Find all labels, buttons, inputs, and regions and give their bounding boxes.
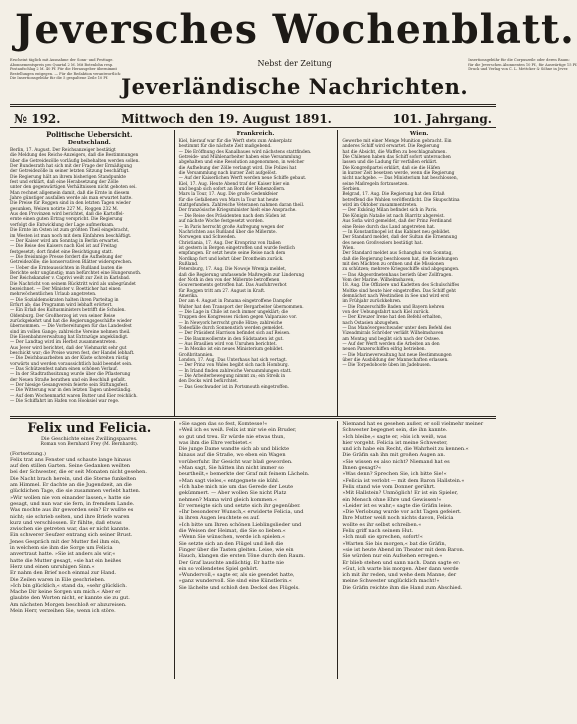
article-line: neuen Panzerschiffen eifrig betrieben. [342,347,426,353]
feuilleton-line: meine Schwester unglücklich macht!« [342,578,440,585]
feuilleton-line: Mache Dir keine Sorgen um mich.« Aber er [10,589,121,596]
article-line: — Das Schützenfest nahm einen schönen Verlauf. [10,367,118,373]
article-line: Walter hat den Transport der Bergarbeiter übernommen. [178,304,304,310]
article-line: — Auf dem Wochenmarkt waren Butter und Eier reichlich. [10,393,138,399]
secondary-title: Jeverländische Nachrichten. [121,74,469,99]
feuilleton-column [10,421,169,679]
article-line: — Der Prinz von Wales begibt sich nach Homburg. [178,363,290,369]
article-line: lassen und die Ladung für verfallen erklärt. [342,160,438,166]
article-line: betreffend die Wahlen veröffentlicht. Die Skupschtina [342,197,460,203]
feuilleton-line: »Ich muß sie sprechen, sofort!« [342,534,423,541]
article-line: festgesetzt; dort findet eine Besichtigung statt. [10,249,114,255]
lower-middle-column [174,421,333,679]
feuilleton-line: Er verneigte sich und setzte sich ihr gegenüber. [178,502,301,509]
feuilleton-line: hier vorgeht. Felicia ist meine Schwester, [342,439,448,446]
right-notice [468,58,577,72]
feuilleton-subtitle: Die Geschichte eines Zwillingspaares. [41,436,138,442]
article-line: — Die Schiffahrt im Hafen von Hooksiel war rege. [10,399,120,405]
feuilleton-line: »ganz wundervoll. Sie sind eine Künstlerin.« [178,578,292,585]
feuilleton-line: Schwester begegnet sein, die ihn kannte. [342,427,448,434]
feuilleton-line: Er nahm den Brief noch einmal zur Hand. [10,570,117,577]
dateline [10,110,496,127]
feuilleton-line: in welchem sie ihm die Sorge um Felicia [10,545,113,552]
article-line: — Auf der Werft werden die Arbeiten an den [342,342,440,348]
feuilleton-line: »Die Verlobung wurde vor acht Tagen gefeiert. [342,509,462,516]
article-line: nach Ostasien abzugehen. [342,320,400,326]
feuilleton-line: Am nächsten Morgen beschloß er abzureisen. [10,601,127,608]
article-line: Großbritannien. [178,352,214,358]
feuilleton-line: ein so vollendetes Spiel gehört. [178,565,259,572]
news-column-1 [10,130,169,416]
feuilleton-line: so gut und treu. Er würde nie etwas thun, [178,433,286,440]
lower-columns [10,421,496,679]
article-line: zu schützen; mehrere Kriegsschiffe sind abgegangen. [342,267,460,273]
article-line: wird im Oktober zusammentreten. [342,203,418,209]
feuilleton-line: Sie setzte sich an den Flügel und ließ die [178,540,284,547]
feuilleton-line: »Ich bitte um Ihren schönen Lieblingslieder und [178,521,302,528]
feuilleton-title: Felix und Felicia. [27,421,152,436]
feuilleton-line: Hauch, klangen die ersten Töne durch den Raum. [178,553,305,560]
article-line: fest und erklärt, daß eine Herabsetzung der Zölle [10,180,119,186]
feuilleton-line: glücklichen Tage, die sie zusammen verlebt hatten. [10,488,141,495]
feuilleton-line: »Ich bleibe,« sagte er, »bis ich weiß, was [342,433,447,440]
article-line: daß die Regierung umfassende Maßregeln zur Linderung [178,272,305,278]
article-line: Die Preise für Roggen sind in den letzten Tagen wieder [10,201,131,207]
left-notice-line: Abonnementspreis pro Quartal 2 M. Mit Botenlohn resp. [10,62,114,67]
article-line: — Die Deichbauarbeiten an der Küste schreiten rüstig [10,356,129,362]
article-line: demnächst nach Westindien in See und wird erst [342,293,450,299]
feuilleton-line: hinaus auf die Straße, wo eben ein Wagen [178,452,286,459]
nebst-label: Nebst der Zeitung [257,59,332,68]
article-line: daß die Regierung beschlossen hat, die Beziehungen [342,256,458,262]
right-notice-line: Insertionsgebühr für die Corpuszeile oder deren Raum: [468,58,570,62]
article-line: der Neuen Straße berathen und ein Beschluß gefaßt. [10,377,127,383]
feuilleton-line: in ihren Augen leuchtete es auf. [178,515,260,522]
article-line: — In Newyork herrscht große Hitze; zahlreiche [178,320,283,326]
feuilleton-line: »sie ist heute Abend im Theater mit dem Baron. [342,546,465,553]
article-line: London, 17. Aug. Das Unterhaus hat sich vertagt. [178,358,287,364]
feuilleton-line: Niemand hat es gesehen außer, er soll vielmehr meiner [342,421,484,427]
article-line: — Auf der Kaiserlichen Werft werden neue Schiffe gebaut. [178,176,307,182]
article-line: — Die Reise des Präsidenten nach dem Süden ist [178,213,286,219]
article-line: — Die Witterung war in den letzten Tagen unbeständig. [10,388,132,394]
news-column-3 [337,130,496,416]
news-column-2 [174,130,333,416]
article-line: am Montag und begibt sich nach der Ostsee. [342,336,441,342]
column-subheading: Frankreich. [236,131,275,137]
feuilleton-line: nehmen? Mama wird gleich kommen.« [178,496,278,503]
left-notice [10,58,121,81]
feuilleton-line: Felix griff nach seinem Hut. [342,528,414,535]
feuilleton-line: Sie lächelte und schloß den Deckel des Flügels. [178,584,300,591]
article-line: Der am 4. August in Panama eingetroffene Dampfer [178,299,292,305]
feuilleton-line: »Sie sagen das so fest, Komtesse!« [178,421,268,427]
feuilleton-line: gekümmert. — Aber wollen Sie nicht Platz [178,490,287,497]
feuilleton-line: die Weisen der Heimat, die Sie so lieben.« [178,528,286,535]
feuilleton-line: Die Nacht brach herein, und die Sterne funkelten [10,475,137,482]
article-line: — Das Manövergeschwader unter dem Befehl des [342,326,452,332]
feuilleton-line: beurtheilt,« bemerkte der Graf mit feinem Lächeln. [178,471,310,478]
article-line: Petersburg, 17. Aug. Die Nowoje Wremja meldet, [178,267,287,273]
article-line: — Die Sozialdemokraten halten ihren Parteitag in [10,297,119,303]
feuilleton-line: »Sie wissen es also nicht? Niemand hat es [342,458,450,465]
article-line: — Die Reise des Kaisers nach Kiel ist auf Freitag [10,244,117,250]
article-line: der Getreidezölle in seiner letzten Sitzung beschäftigt. [10,169,130,175]
feuilleton-line: Jenes Gespräch mit der Mutter fiel ihm ein, [10,538,121,545]
feuilleton-line: »Man sagt, Sie hätten ihn nicht immer so [178,465,284,472]
article-line: — In Konstantinopel ist das Kabinet neu gebildet. [342,229,451,235]
left-notice-line: Bestellungen entgegen. — Für die Redaktion verantwortlich: [10,71,122,76]
feuilleton-line: bei der Schwester, die er seit Monaten nicht gesehen. [10,469,147,476]
article-line: Der Standard meldet, daß der Sultan die Ernennung [342,235,458,241]
article-line: sind im vollen Gange; zahlreiche Vereine nehmen theil. [10,329,131,335]
article-line: Der französische Kriegsminister hielt eine Ansprache. [178,208,297,214]
article-line: Gouvernements getroffen hat. Das Ausfuhrverbot [178,283,287,289]
feuilleton-line: Der Graf lauschte andächtig. Er hatte nie [178,559,284,566]
subhead-center [121,58,468,99]
left-notice-line: Erscheint täglich mit Ausnahme der Sonn- und Festtage. [10,58,114,62]
feuilleton-line: Die Gräfin reichte ihm die Hand zum Abschied. [342,584,463,591]
feuilleton-line: Er blieb stehen und sann nach. Dann sagte er: [342,559,461,566]
article-line: — Ein Erlaß des Kultusministers betrifft die Schulen. [10,308,126,314]
article-line: die Aufhebung der Zölle verlangt wird. Die Polizei hat [178,165,297,171]
feuilleton-line: wollte es ihr selbst schreiben.« [342,521,422,528]
article-line: Aus den Provinzen wird berichtet, daß die Kartoffel- [10,212,124,218]
article-line: — Die Eröffnung des Kanalbaues wird nächstens stattfinden. [178,149,312,155]
article-line: Erfurt ab; das Programm wird lebhaft erörtert. [10,302,113,308]
article-line: — Der Kreuzer Irene hat den Befehl erhalten, [342,315,443,321]
article-line: Nordkap fort und kehrt über Drontheim zurück. [178,256,284,262]
feuilleton-line: auf den stillen Garten. Seine Gedanken weilten [10,463,131,470]
feuilleton-line: nicht; sie schrieb selten, und ihre Briefe waren [10,513,130,520]
article-line: die Versammlung nach kurzer Zeit aufgelöst. [178,171,277,177]
article-line: — Die freisinnige Presse fordert die Aufhebung der [10,254,123,260]
article-line: mit den Mächten zu ordnen und die Missionen [342,261,444,267]
feuilleton-line: was ihm die Ehre verbietet.« [178,439,252,446]
feuilleton-line: und ich habe ein Recht, die Wahrheit zu kennen.« [342,446,469,453]
feuilleton-line: Felix stand wie vom Donner gerührt. [342,483,436,490]
article-line: — In Paris herrscht große Aufregung wegen der [178,224,284,230]
article-line: die Meldung des Reichs-Anzeigers, daß die Bestimmungen [10,153,139,159]
feuilleton-author: Roman von Bernhard Frey (M. Bernhardt). [40,442,139,448]
article-line: Amerika. [178,293,199,299]
feuilleton-line: Herz und einen unruhigen Sinn.« [10,563,95,570]
article-line: anderes Schiff wird erwartet. Die Regierung [342,144,440,150]
feuilleton-line: »Warten Sie bis morgen,« bat die Gräfin, [342,540,447,547]
article-line: Der Standard meldet aus Schanghai vom Sonntag, [342,251,453,257]
article-line: Gewerbe mit einer Menge Munition gebracht. Ein [342,139,452,144]
article-line: — Die Arbeiterbewegung nimmt zu; ein Streik in [178,374,286,380]
article-line: ernte einen guten Ertrag verspricht. Die Regierung [10,217,123,223]
feuilleton-line: Finger über die Tasten gleiten. Leise, wie ein [178,546,294,553]
column-subheading: Wien. [409,131,429,137]
article-line: Mars la Tour, 17. Aug. Die große Gedenkfeier [178,192,278,198]
article-line: für die Gefallenen von Mars la Tour hat heute [178,197,279,203]
feuilleton-line: »Man sagt vieles,« entgegnete sie kühl. [178,477,280,484]
article-line: Todesfälle durch Sonnenstich werden gemeldet. [178,326,284,332]
article-line: Christiania, 17. Aug. Der Kronprinz von Italien [178,240,281,246]
article-line: — Die Baumwollernte in den Südstaaten ist gut. [178,336,284,342]
feuilleton-line: »Wundervoll,« sagte er, als sie geendet hatte, [178,572,295,579]
feuilleton-line: anvertraut hatte. »Sie ist anders als wir,« [10,551,116,558]
article-line: seine Maßregeln fortzusetzen. [342,181,409,187]
article-line: in kurzer Zeit besetzen werde, wenn die Regierung [342,171,455,177]
feuilleton-line: »Wenn Sie wünschen, werde ich spielen.« [178,534,286,541]
article-line: Die Königin Natalie ist nach Biarritz abgereist. [342,213,445,219]
article-line: Der Bundesrath hat sich mit der Frage der Ermäßigung [10,164,132,170]
article-line: — Der Präsident Harrison befindet sich auf Reisen. [178,331,291,337]
feuilleton-rule [10,416,496,419]
article-line: Aus Jever wird berichtet, daß der Viehmarkt sehr gut [10,345,127,351]
article-line: — Die Marineverwaltung hat neue Bestimmungen [342,352,452,358]
article-line: auf nächste Woche festgesetzt worden. [178,219,265,225]
article-line: Norwegen und Schweden. [178,235,237,241]
volume: 101. Jahrgang. [392,111,492,126]
article-line: Jahre günstiger ausfallen werde als man erwartet hatte. [10,196,133,202]
article-line: Die Ernte im Osten ist zum größten Theil eingebracht, [10,228,129,234]
article-line: Nachrichten aus Rußland über die Mißernte. [178,229,277,235]
article-line: im Frühjahr zurückkehren. [342,299,402,305]
feuilleton-line: Ihre Mutter weiß noch nichts davon, Felicia [342,515,454,522]
article-line: und begab sich sofort an Bord der Hohenzollern. [178,187,286,193]
column-heading: Politische Uebersicht. [46,130,133,139]
article-line: — Der hiesige Gesangverein feierte sein Stiftungsfest. [10,383,129,389]
feuilleton-line: ich mit ihr reden, und wehe dem Manne, der [342,572,457,579]
article-line: Die Eisenbahnverwaltung hat Extrazüge angekündigt. [10,335,129,341]
article-line: stattgefunden. Zahlreiche Veteranen nahmen daran theil. [178,203,305,209]
article-line: Aus Sofia wird gemeldet, daß der Prinz Ferdinand [342,219,452,225]
article-line: eine Reise durch das Land angetreten hat. [342,224,436,230]
article-line: Die Kongreßpartei erklärt, daß sie die Häfen [342,165,441,171]
article-line: — Aus Brasilien wird von Unruhen berichtet. [178,342,277,348]
article-line: nicht nachgebe. — Das Ministerium hat beschlossen, [342,176,458,182]
article-line: von der Uebungsfahrt nach Kiel zurück. [342,310,430,315]
article-line: den Docks wird befürchtet. [178,379,239,385]
feuilleton-line: hatte die Mutter gesagt, »sie hat ein heißes [10,557,122,564]
article-line: hat die Absicht, die Waffen zu beschlagnahmen. [342,149,447,155]
subhead [10,58,577,104]
article-line: Man rechnet allgemein damit, daß die Ernte in diesem [10,190,130,196]
feuilleton-line: am Himmel. Er dachte an die Jugendzeit, an die [10,482,132,489]
article-line: beschickt war; die Preise waren fest, der Handel lebhaft. [10,351,135,357]
article-line: des neuen Großveziers bestätigt hat. [342,240,423,246]
dateline-rule [10,127,496,128]
article-line: Serbien. [342,187,361,193]
feuilleton-line: »Ich habe mich nie um das Gerede der Leute [178,483,294,490]
article-line: Getreidezölle; die konservativen Blätter widersprechen. [10,260,133,266]
feuilleton-line: (Fortsetzung.) [10,450,46,457]
feuilleton-line: Sie würden nur ein Aufsehen erregen.« [342,553,443,560]
feuilleton-line: Die Gräfin sah ihn mit großen Augen an. [342,452,446,459]
article-line: — In Mexiko ist ein neues Ministerium gebildet. [178,347,284,353]
feuilleton-line: glaubte den Worten nicht, er kannte sie zu gut. [10,595,130,602]
feuilleton-line: vorüberfuhr. Ihr Gesicht war blaß geworden. [178,458,293,465]
feuilleton-line: Die Zeilen waren in Eile geschrieben. [10,576,106,583]
article-line: Die Regierung hält an ihrem bisherigen Standpunkte [10,174,126,180]
article-line: Moltke sind heute hier eingetroffen. Das Schiff geht [342,288,456,294]
article-line: im Westen ist man noch mit dem Einfahren beschäftigt. [10,233,132,239]
article-line: vorwärts und werden voraussichtlich bald beendet sein. [10,361,133,367]
feuilleton-line: »Weil ich es weiß. Felix ist mir wie ein Bruder, [178,427,297,434]
feuilleton-line: kurz und verschlossen. Er fühlte, daß etwas [10,519,122,526]
article-line: — Das Abgeordnetenhaus berieth über Zollfragen. [342,272,453,278]
right-notice-line: für die Jeverschen Abonnenten 10 Pf., für Auswärtige 15 Pf. [468,62,577,67]
feuilleton-line: »Wir wollen nie von einander lassen,« hatte sie [10,494,131,501]
article-line: Wien. [342,245,355,251]
top-rule [10,104,496,107]
column-subheading: Deutschland. [67,140,111,146]
article-line: — In Irland finden zahlreiche Versammlungen statt. [178,368,292,374]
feuilleton-line: »Ich bin glücklich,« stand da, »sehr glücklich. [10,582,127,589]
feuilleton-line: Die junge Dame wandte sich ab und blickte [178,446,290,453]
article-line: Vom der Marine. Wilhelmshaven, [342,277,415,283]
article-line: Berichte sehr ungünstig; man befürchtet eine Hungersnoth. [10,270,142,276]
article-line: zurückgekehrt und hat die Regierungsgeschäfte wieder [10,319,132,324]
left-notice-line: Postaufschlag 2 M. 40 Pf. Für die Herausgeber übernimmt [10,67,117,72]
news-columns [10,130,496,416]
article-line: — Ueber die Ernteaussichten in Rußland lauten die [10,265,123,271]
article-line: verfolgt die Entwicklung der Lage aufmerksam. [10,222,115,228]
feuilleton-line: »Gut, ich warte bis morgen. Aber dann werde [342,565,459,572]
feuilleton-line: Felix trat ans Fenster und schaute lange hinaus [10,456,131,463]
article-line: empfangen. Er setzt heute seine Reise nach dem [178,251,286,257]
lower-right-column [337,421,496,679]
article-line: ist gestern in Bergen eingetroffen und wurde festlich [178,245,295,251]
feuilleton-line: Mein Herr, verzeihen Sie, wenn ich störe. [10,608,116,615]
article-line: mehrwöchentlichen Urlaub angetreten. [10,292,97,298]
issue-date: Mittwoch den 19. August 1891. [121,111,332,126]
article-line: Rußland. [178,261,199,267]
article-line: gesunken, Weizen notirte 227 M., Roggen 232 M. [10,206,119,212]
article-line: Getreide- und Mühlenarbeiter haben eine Versammlung [178,155,301,161]
article-line: Oldenburg. Der Großherzog ist von seiner Reise [10,313,116,319]
article-line: für Roggen tritt am 27. August in Kraft. [178,288,266,294]
article-line: bezeichnet. — Der Minister v. Boetticher hat einen [10,286,121,292]
article-line: — Die Lage in Chile ist noch immer ungeklärt; die [178,310,289,315]
feuilleton-line: »Was denn? Sprechen Sie, ich bitte Sie!« [342,471,447,478]
masthead-title: Jeversches Wochenblatt. [14,6,575,53]
feuilleton-line: »Leider ist es wahr,« sagte die Gräfin leise. [342,502,453,509]
issue-number: № 192. [14,111,61,126]
article-line: — Die Torpedoboote üben im Jadebusen. [342,363,432,369]
article-line: der Noth in den von der Mißernte betroffenen [178,277,280,283]
article-line: übernommen. — Die Vorbereitungen für das Landesfest [10,324,132,330]
feuilleton-line: gesagt, und nun war sie fern, in fremdem Lande. [10,500,135,507]
article-line: Belgrad, 17. Aug. Die Regierung hat den Erlaß [342,192,445,198]
feuilleton-line: »Ihr besonderer Wunsch,« erwiderte Felicia, und [178,509,304,516]
article-line: abgehalten und eine Resolution angenommen, in welcher [178,160,305,166]
article-line: über die Ausbildung der Mannschaften erlassen. [342,358,449,364]
feuilleton-line: »Felicia ist verlobt — mit dem Baron Hallstein.« [342,477,465,484]
article-line: Berlin, 17. August. Der Reichsanzeiger bestätigt [10,148,116,153]
feuilleton-line: Ihnen gesagt?« [342,465,382,472]
article-line: — Der Landtag wird im Herbst zusammentreten. [10,340,117,346]
article-line: über die Getreidezölle vorläufig beibehalten werden sollen. [10,158,140,164]
feuilleton-line: Was mochte aus ihr geworden sein? Er wußte es [10,507,134,514]
right-notice-line: Druck und Verlag von C. L. Mettcker & Söhne in Jever. [468,67,569,72]
article-line: Der Reichskanzler v. Caprivi weilt zur Zeit in Karlsbad. [10,276,131,282]
article-line: — Die Panzerschiffe Baden und Bayern kehren [342,304,445,310]
article-line: Die Nachricht von seinem Rücktritt wird als unbegründet [10,281,136,287]
article-line: Kiel, 17. Aug. Heute Abend traf der Kaiser hier ein [178,181,290,187]
article-line: 18. Aug. Die Offiziere und Kadetten des Schulschiffes [342,283,460,289]
feuilleton-line: ein Mensch ohne Ehre und Gewissen!« [342,496,442,503]
article-line: bestimmt für die nächste Zeit maßgebend. [178,144,272,150]
article-line: Die Chilenen haben das Schiff sofort untersuchen [342,155,451,161]
feuilleton-line: zwischen sie getreten war, das er nicht kannte. [10,526,130,533]
article-line: — In der Stadtrathssitzung wurde über die Pflasterung [10,372,131,378]
article-line: Vizeadmirals Schröder verläßt Wilhelmshaven [342,331,444,337]
article-line: unter den gegenwärtigen Verhältnissen nicht geboten sei. [10,185,137,191]
article-line: Truppen des Kongresses rücken gegen Valparaiso vor. [178,315,298,321]
feuilleton-line: Ein schwerer Seufzer entrang sich seiner Brust. [10,532,133,539]
article-line: Kiel, hierauf war für die Werft stets zum Ankerplatz [178,139,292,144]
article-line: — Das Geschwader ist in Portsmouth eingetroffen. [178,384,290,390]
feuilleton-line: »Mit Hallstein? Unmöglich! Er ist ein Spieler, [342,490,459,497]
left-notice-line: Die Insertionsgebühr für die 5 gespaltene Zeile 10 Pf. [10,76,109,81]
article-line: — Der Exkönig Milan befindet sich in Paris. [342,208,438,214]
article-line: — Der Kaiser wird am Sonntag in Berlin erwartet. [10,238,120,244]
